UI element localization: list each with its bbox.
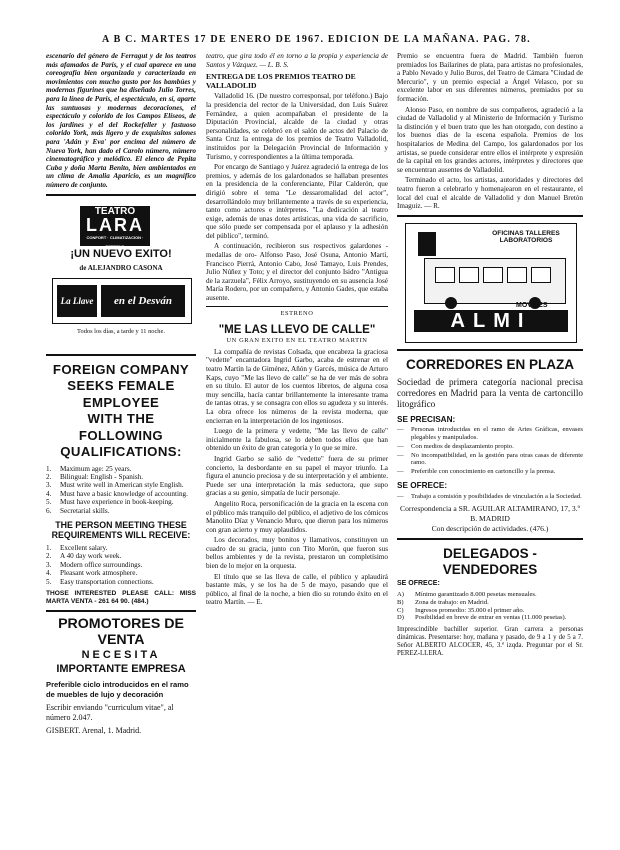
column-left	[46, 52, 196, 736]
divider	[397, 538, 583, 540]
delegados-footer: Imprescindible bachiller superior. Gran carrera a personas dinámicas. Presentarse: hoy, mañana y pasado, de 9 a 1 y de 5 a 7. Señor ALBERTO ALCOCER, 45, 3.ª izqda. Preguntar por el Sr. PEREZ-LLERA.	[397, 626, 583, 658]
premios-paragraph: A continuación, recibieron sus respectivos galardones -medallas de oro- Alfonso Paso, José Osuna, Antonio Martí, Francisco Pierrá, Antonio Cabo, José Tamayo, Luis Prendes, Julio Núñez y Toto; y el director del conjunto Isidro "Antigua de la zarzuela", Félix Arroyo, sustituyendo en su ausencia José María Rodero, por un compañero, y Antonio Gades, que estaba ausente.	[206, 242, 388, 303]
divider	[46, 194, 196, 196]
promotores-heading: PROMOTORES DE VENTA	[58, 615, 184, 648]
page-header: A B C. MARTES 17 DE ENERO DE 1967. EDICION DE LA MAÑANA. PAG. 78.	[102, 34, 531, 45]
descripcion-line: Con descripción de actividades. (476.)	[431, 524, 549, 534]
play-title-part-2: en el Desván	[101, 285, 185, 317]
estreno-paragraph: Los decorados, muy bonitos y llamativos, constituyen un cuadro de su gracia, junto con Tito Morón, que fueron sus bellos ambientes y de la revista, prestaron un completísimo bien de lo mejor en la orquesta.	[206, 536, 388, 571]
heading-line: QUALIFICATIONS:	[60, 444, 182, 459]
list-item: 4. Pleasant work atmosphere.	[46, 569, 138, 578]
necesita-label: NECESITA	[81, 648, 161, 661]
show-times: Todos los días, a tarde y 11 noche.	[77, 327, 165, 335]
mobile-office-truck-icon	[424, 258, 566, 304]
review-end-text: teatro, que gira todo él en torno a la propia y experiencia de Santos y Vázquez. — L. B. S.	[206, 52, 388, 69]
estreno-paragraph: Ingrid Garbo se salió de "vedette" fuera de su primer concierto, la desbordante en su papel el mayor triunfo. La figura el anuncio preciosa y de su interpretación y el ambiente. Puede ser una interpretación la más seductora, que supo gracias a su genio, simpatía de lucir personaje.	[206, 454, 388, 498]
list-item: 1. Maximum age: 25 years.	[46, 464, 132, 473]
premios-heading: ENTREGA DE LOS PREMIOS TEATRO DE VALLADOLID	[206, 72, 356, 90]
list-item: 1. Excellent salary.	[46, 543, 108, 552]
estreno-label: ESTRENO	[280, 309, 314, 317]
se-ofrece-label: SE OFRECE:	[397, 481, 448, 491]
offers-list	[397, 493, 583, 501]
teatro-label: TEATRO	[94, 205, 136, 217]
estreno-paragraph: La compañía de revistas Colsada, que encabeza la graciosa "vedette" encantadora Ingrid Garbo, acaba de estrenar en el teatro Martín la de Giménez, Añón y Garcés, música de Arturo Kaps, cuyo "Me las llevo de calle" se ha de ver más de sobra en su título. El autor de los cuentos libretos, de alguna cosa muy sencilla, hacía cantar brillantemente la interesante trama de tantas otras, y se consagra con ellos su agudeza y su interés. La obra ofrece los números de la revista moderna, que encierran en la interpretación de los ingeniosos.	[206, 347, 388, 425]
heading-line: FOREIGN COMPANY	[52, 361, 190, 377]
correspondencia-line: Correspondencia a SR. AGUILAR ALTAMIRANO, 17, 3.º B. MADRID	[400, 504, 580, 524]
list-item: — Preferible con conocimiento en cartoncillo y la prensa.	[397, 468, 556, 476]
list-item: 3. Must write well in American style English.	[46, 481, 184, 490]
almi-ad-frame	[405, 223, 577, 343]
premios-continued: Terminado el acto, los artistas, autoridades y directores del teatro fueron a celebrarlo y homenajearon en el restaurante, el local del cual el alcalde de Valladolid y don Manuel Bretón Imaguiz. — R.	[397, 176, 583, 211]
column-middle	[206, 52, 388, 609]
delegados-offer-list	[397, 591, 583, 622]
almi-logo-icon	[418, 232, 436, 256]
estreno-paragraph: El título que se las lleva de calle, el público y aplaudirá bastante más, y se los ha de 5 de mayo, pasando que el público, al final de la noche, a bien dio su rotundo éxito en el teatro Martín. — E.	[206, 572, 388, 607]
almi-oficinas-label: OFICINAS TALLERES LABORATORIOS	[492, 229, 560, 245]
requirements-list	[397, 426, 583, 476]
list-item: A) Mínimo garantizado 8.000 pesetas mensuales.	[397, 591, 537, 599]
review-text: escenario del género de Ferragut y de los teatros más afamados de París, y el cual aparece en una coreografía bien organizada y caracterizada en movimientos con mucho gusto por los bambúes y modernas figurines que ha diseñado Julio Torres, para la línea de París, el espectáculo, en sí, aparte las suntuosas y modernas decoraciones, el espectáculo y colorido de los Campos Elíseos, de los jardines y el del Rockefeller y fastuoso colorido York, más ligero y de exquisitos salones para 'Adán y Eva' por encima del número de Nueva York, han dado el Carolo número, número cinematográfico y melódico. El elenco de Pepita Cuba y doña Marta Benito, bien ambientados en un clima de Amalia Aparicio, es un magnífico número de conjunto.	[46, 52, 196, 189]
estreno-paragraph: Angelito Roca, personificación de la gracia en la escena con el público más tranquilo del público, el adjetivo de los cómicos Manolito Díaz y Venancio Muro, que dieron para los números con gran acierto y muy aplaudidos.	[206, 499, 388, 534]
delegados-heading: DELEGADOS - VENDEDORES	[442, 546, 538, 578]
teatro-tagline: CONFORT · CLIMATIZACION · ESTRENO	[86, 235, 144, 249]
list-item: 4. Must have a basic knowledge of accounting.	[46, 489, 188, 498]
divider	[397, 349, 583, 351]
autor-label: de ALEJANDRO CASONA	[79, 263, 163, 272]
se-precisan-label: SE PRECISAN:	[397, 414, 456, 424]
benefits-list	[46, 544, 196, 586]
list-item: D) Posibilidad en breve de entrar en ventas (11.000 pesetas).	[397, 614, 567, 622]
list-item: — No incompatibilidad, en la gestión para otras casas de diferente ramo.	[397, 451, 583, 467]
exito-label: ¡UN NUEVO EXITO!	[70, 247, 172, 260]
teatro-lara-logo	[80, 205, 150, 249]
list-item: 5. Easy transportation connections.	[46, 577, 154, 586]
premios-continued: Premio se encuentra fuera de Madrid. También fueron premiados los Bailarines de plata, para artistas no profesionales, a Pablo Nevado y Julio Buros, del Teatro de Cámara "Ciudad de Mercurio", y un premio especial a Ángel Velasco, por su excelente labor en sus diferentes números, premiados por su formación.	[397, 52, 583, 103]
corredores-body: Sociedad de primera categoría nacional precisa corredores en Madrid para la venta de cartoncillo litográfico	[397, 376, 583, 409]
foreign-company-heading	[46, 362, 196, 461]
list-item: B) Zona de trabajo: en Madrid.	[397, 598, 489, 606]
divider	[46, 354, 196, 356]
list-item: 2. Bilingual: English - Spanish.	[46, 472, 144, 481]
premios-paragraph: Valladolid 16. (De nuestro corresponsal, por teléfono.) Bajo la presidencia del rector de la Universidad, don Luis Suárez Fernández, a quien acompañaban el presidente de la Diputación Provincial, alcalde de la ciudad y otras personalidades, se celebró en el salón de actos del Palacio de Santa Cruz la entrega de los premios de Teatro Valladolid, instituidos por la Delegación Provincial de Información y Turismo, y correspondientes a la última temporada.	[206, 92, 388, 161]
list-item: — Personas introducidas en el ramo de Artes Gráficas, envases plegables y manipulados.	[397, 426, 583, 442]
list-item: 6. Secretarial skills.	[46, 506, 110, 515]
premios-continued: Alonso Paso, en nombre de sus compañeros, agradeció a la ciudad de Valladolid y al Ministerio de Información y Turismo la distinción y el buen trato que les han otorgado, con destino a los buenos días de la escena española. Premios de los hospitalarios de Medina del Campo, los galardonados por los artistas, se puede considerar entre ellos el intérprete y expresión de la capital en los grandes actores, intérpretes y directores que se encuentran ausentes de Valladolid.	[397, 105, 583, 174]
empresa-label: IMPORTANTE EMPRESA	[56, 662, 186, 675]
list-item: — Con medios de desplazamiento propio.	[397, 442, 514, 450]
list-item: 2. A 40 day work week.	[46, 552, 122, 561]
premios-paragraph: Por encargo de Santiago y Juárez agradeció la entrega de los premios, y además de los galardonados se hallaban presentes en la presidencia de la conferenciante, Pilar Calderón, que dirigió sobre el tema "Le dessaromalidad del actor", desarrollándolo muy brillantemente a través de su experiencia, tanto como actores e intérpretes. "La dedicación al teatro exige, además de unas dotes artísticas, una vida de sacrificio, que sólo puede ser compensada por el aplauso y la adhesión del público", terminó.	[206, 163, 388, 240]
estreno-subtitle: UN GRAN EXITO EN EL TEATRO MARTIN	[226, 337, 368, 345]
qualifications-list	[46, 465, 196, 515]
contact-line: THOSE INTERESTED PLEASE CALL: MISS MARTA VENTA - 261 64 90. (484.)	[46, 589, 196, 605]
list-item: C) Ingresos promedio: 35.000 el primer año.	[397, 606, 525, 614]
column-right	[397, 52, 583, 658]
promotores-body: Preferible ciclo introducidos en el ramo de muebles de lujo y decoración Escribir enviando "curriculum vitae", al número 2.047. GISBERT. Arenal, 1. Madrid.	[46, 679, 189, 735]
estreno-title: "ME LAS LLEVO DE CALLE"	[218, 324, 376, 337]
list-item: — Trabajo a comisión y posibilidades de vinculación a la Sociedad.	[397, 492, 582, 500]
heading-line: WITH THE FOLLOWING	[78, 411, 164, 443]
almi-brand: ALMI	[414, 310, 568, 332]
divider	[397, 215, 583, 217]
se-ofrece-label: SE OFRECE:	[397, 580, 440, 588]
list-item: 5. Must have experience in book-keeping.	[46, 498, 174, 507]
almi-ad	[397, 221, 583, 345]
heading-line: SEEKS FEMALE EMPLOYEE	[67, 378, 175, 410]
requirements-heading: THE PERSON MEETING THESE REQUIREMENTS WILL RECEIVE:	[51, 519, 191, 540]
almi-moviles-label: MOVILES	[516, 301, 548, 309]
divider	[46, 610, 196, 612]
divider	[206, 306, 388, 307]
play-title-box	[52, 278, 192, 324]
lara-label: LARA	[86, 215, 144, 236]
corredores-heading: CORREDORES EN PLAZA	[405, 356, 574, 372]
list-item: 3. Modern office surroundings.	[46, 560, 143, 569]
teatro-lara-ad	[46, 200, 196, 350]
promotores-ad	[46, 616, 196, 676]
play-title-part-1: La Llave	[57, 285, 97, 317]
estreno-paragraph: Luego de la primera y vedette, "Me las llevo de calle" inicialmente la fabulosa, se lo deben todos ellos que han obtenido un éxito de gran categoría y lo que se mire.	[206, 427, 388, 453]
